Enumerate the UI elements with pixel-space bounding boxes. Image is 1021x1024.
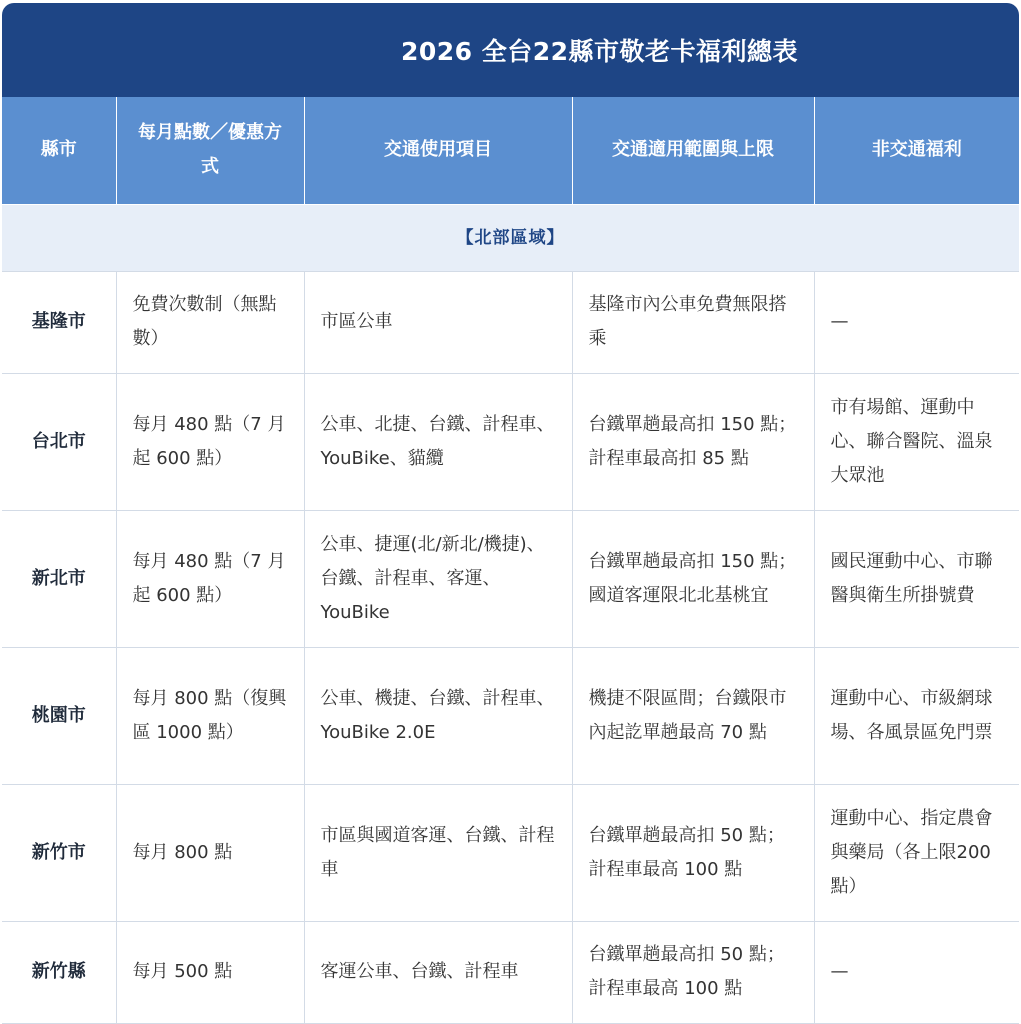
points-cell: 每月 480 點（7 月起 600 點） [116,510,304,647]
city-cell: 新北市 [2,510,116,647]
scope-cell: 基隆市內公車免費無限搭乘 [572,271,814,373]
table-row [2,784,1019,921]
transport-cell: 客運公車、台鐵、計程車 [304,921,572,1023]
other-benefits-cell: 運動中心、市級網球場、各風景區免門票 [814,647,1019,784]
city-cell: 台北市 [2,373,116,510]
points-cell: 免費次數制（無點數） [116,271,304,373]
section-label: 【北部區域】 [2,204,1019,271]
points-cell: 每月 800 點（復興區 1000 點） [116,647,304,784]
header-transport: 交通使用項目 [304,97,572,204]
table-row [2,647,1019,784]
other-benefits-cell: 國民運動中心、市聯醫與衛生所掛號費 [814,510,1019,647]
other-benefits-cell: — [814,921,1019,1023]
welfare-table-card [2,3,1019,1024]
header-other-benefits: 非交通福利 [814,97,1019,204]
scope-cell: 台鐵單趟最高扣 150 點；計程車最高扣 85 點 [572,373,814,510]
other-benefits-cell: 運動中心、指定農會與藥局（各上限200點） [814,784,1019,921]
scope-cell: 機捷不限區間；台鐵限市內起訖單趟最高 70 點 [572,647,814,784]
table-title: 2026 全台22縣市敬老卡福利總表 [2,3,1019,97]
table-row [2,373,1019,510]
section-row [2,204,1019,271]
header-points: 每月點數／優惠方式 [116,97,304,204]
header-scope: 交通適用範圍與上限 [572,97,814,204]
transport-cell: 公車、北捷、台鐵、計程車、YouBike、貓纜 [304,373,572,510]
city-cell: 桃園市 [2,647,116,784]
transport-cell: 市區公車 [304,271,572,373]
other-benefits-cell: 市有場館、運動中心、聯合醫院、溫泉大眾池 [814,373,1019,510]
scope-cell: 台鐵單趟最高扣 50 點；計程車最高 100 點 [572,784,814,921]
points-cell: 每月 800 點 [116,784,304,921]
transport-cell: 公車、機捷、台鐵、計程車、YouBike 2.0E [304,647,572,784]
header-city: 縣市 [2,97,116,204]
welfare-table [2,97,1019,1024]
transport-cell: 市區與國道客運、台鐵、計程車 [304,784,572,921]
table-row [2,921,1019,1023]
other-benefits-cell: — [814,271,1019,373]
city-cell: 新竹縣 [2,921,116,1023]
city-cell: 新竹市 [2,784,116,921]
city-cell: 基隆市 [2,271,116,373]
scope-cell: 台鐵單趟最高扣 150 點；國道客運限北北基桃宜 [572,510,814,647]
scope-cell: 台鐵單趟最高扣 50 點；計程車最高 100 點 [572,921,814,1023]
header-row [2,97,1019,204]
points-cell: 每月 500 點 [116,921,304,1023]
transport-cell: 公車、捷運(北/新北/機捷)、台鐵、計程車、客運、YouBike [304,510,572,647]
table-row [2,271,1019,373]
points-cell: 每月 480 點（7 月起 600 點） [116,373,304,510]
table-row [2,510,1019,647]
